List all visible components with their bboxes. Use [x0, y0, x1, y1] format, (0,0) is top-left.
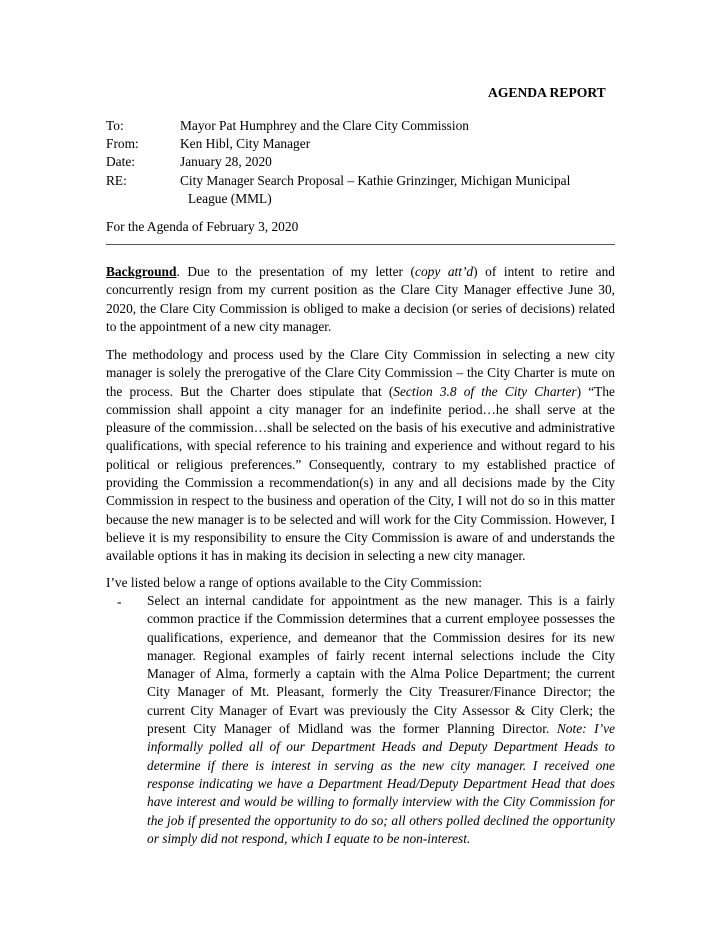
background-heading: Background [106, 264, 177, 279]
memo-date-label: Date: [106, 154, 135, 170]
background-text-2: ) of intent to retire and concurrently resign from my current position as the Clare City Manager effective June 30, 2020, the Clare City Commission is obliged to make a decision (or series of decisions) related to the appointment of a new city manager. [106, 264, 615, 334]
memo-date-row [106, 153, 626, 171]
methodology-text-2: ) “The commission shall appoint a city manager for an indefinite period…he shall serve at the pleasure of the commission…shall be selected on the basis of his executive and administrative qualifications, with special reference to his training and experience and without regard to his political or religious preferences.” Consequently, contrary to my established practice of providing the Commission a recommendation(s) in any and all decisions made by the City Commission in respect to the business and operation of the City, I will not do so in this matter because the new manager is to be selected and will work for the City Commission. However, I believe it is my responsibility to ensure the City Commission is aware of and understands the available options it has in making its decision in selecting a new city manager. [106, 383, 615, 564]
memo-from-value: Ken Hibl, City Manager [180, 136, 311, 152]
memo-to-label: To: [106, 118, 124, 133]
background-heading-period: . [176, 264, 180, 279]
horizontal-divider [106, 244, 615, 245]
background-text-1: Due to the presentation of my letter ( [179, 264, 415, 279]
memo-date-value: January 28, 2020 [180, 154, 272, 170]
option-1-text [147, 592, 615, 848]
background-italic-1: copy att’d [415, 264, 474, 279]
report-title: AGENDA REPORT [488, 85, 606, 100]
memo-from-label: From: [106, 136, 139, 152]
background-paragraph [106, 263, 615, 336]
memo-re-label: RE: [106, 172, 127, 188]
memo-from-row [106, 135, 626, 153]
memo-re-line-1: City Manager Search Proposal – Kathie Grinzinger, Michigan Municipal [180, 172, 571, 188]
option-1-note: Note: I’ve informally polled all of our Department Heads and Deputy Department Heads to determine if there is interest in serving as the new city manager. I received one response indicating we have a Department Head/Deputy Department Head that does have interest and would be willing to formally interview with the City Commission for the job if presented the opportunity to do so; all others polled declined the opportunity or simply did not respond, which I equate to be non-interest. [147, 721, 615, 846]
memo-re-value [180, 172, 626, 208]
memo-to-row [106, 117, 626, 135]
option-1-dash: - [117, 594, 122, 609]
methodology-italic-1: Section 3.8 of the City Charter [393, 383, 577, 399]
memo-re-row [106, 172, 626, 208]
option-1-body: Select an internal candidate for appointment as the new manager. This is a fairly common practice if the Commission determines that a current employee possesses the qualifications, experience, and demeanor that the Commission desires for its new manager. Regional examples of fairly recent internal selections include the City Manager of Alma, formerly a captain with the Alma Police Department; the current City Manager of Mt. Pleasant, formerly the City Treasurer/Finance Director; the current City Manager of Evart was previously the City Assessor & City Clerk; the present City Manager of Midland was the former Planning Director. [147, 593, 615, 737]
options-intro: I’ve listed below a range of options available to the City Commission: [106, 575, 482, 590]
memo-header [106, 117, 626, 208]
memo-re-line-2: League (MML) [188, 190, 272, 206]
memo-to-value: Mayor Pat Humphrey and the Clare City Commission [180, 118, 469, 133]
methodology-paragraph [106, 346, 615, 566]
methodology-text-1: The methodology and process used by the Clare City Commission in selecting a new city manager is solely the prerogative of the Clare City Commission – the City Charter is mute on the process. But the Charter does stipulate that ( [106, 347, 615, 399]
agenda-date-line: For the Agenda of February 3, 2020 [106, 219, 299, 234]
